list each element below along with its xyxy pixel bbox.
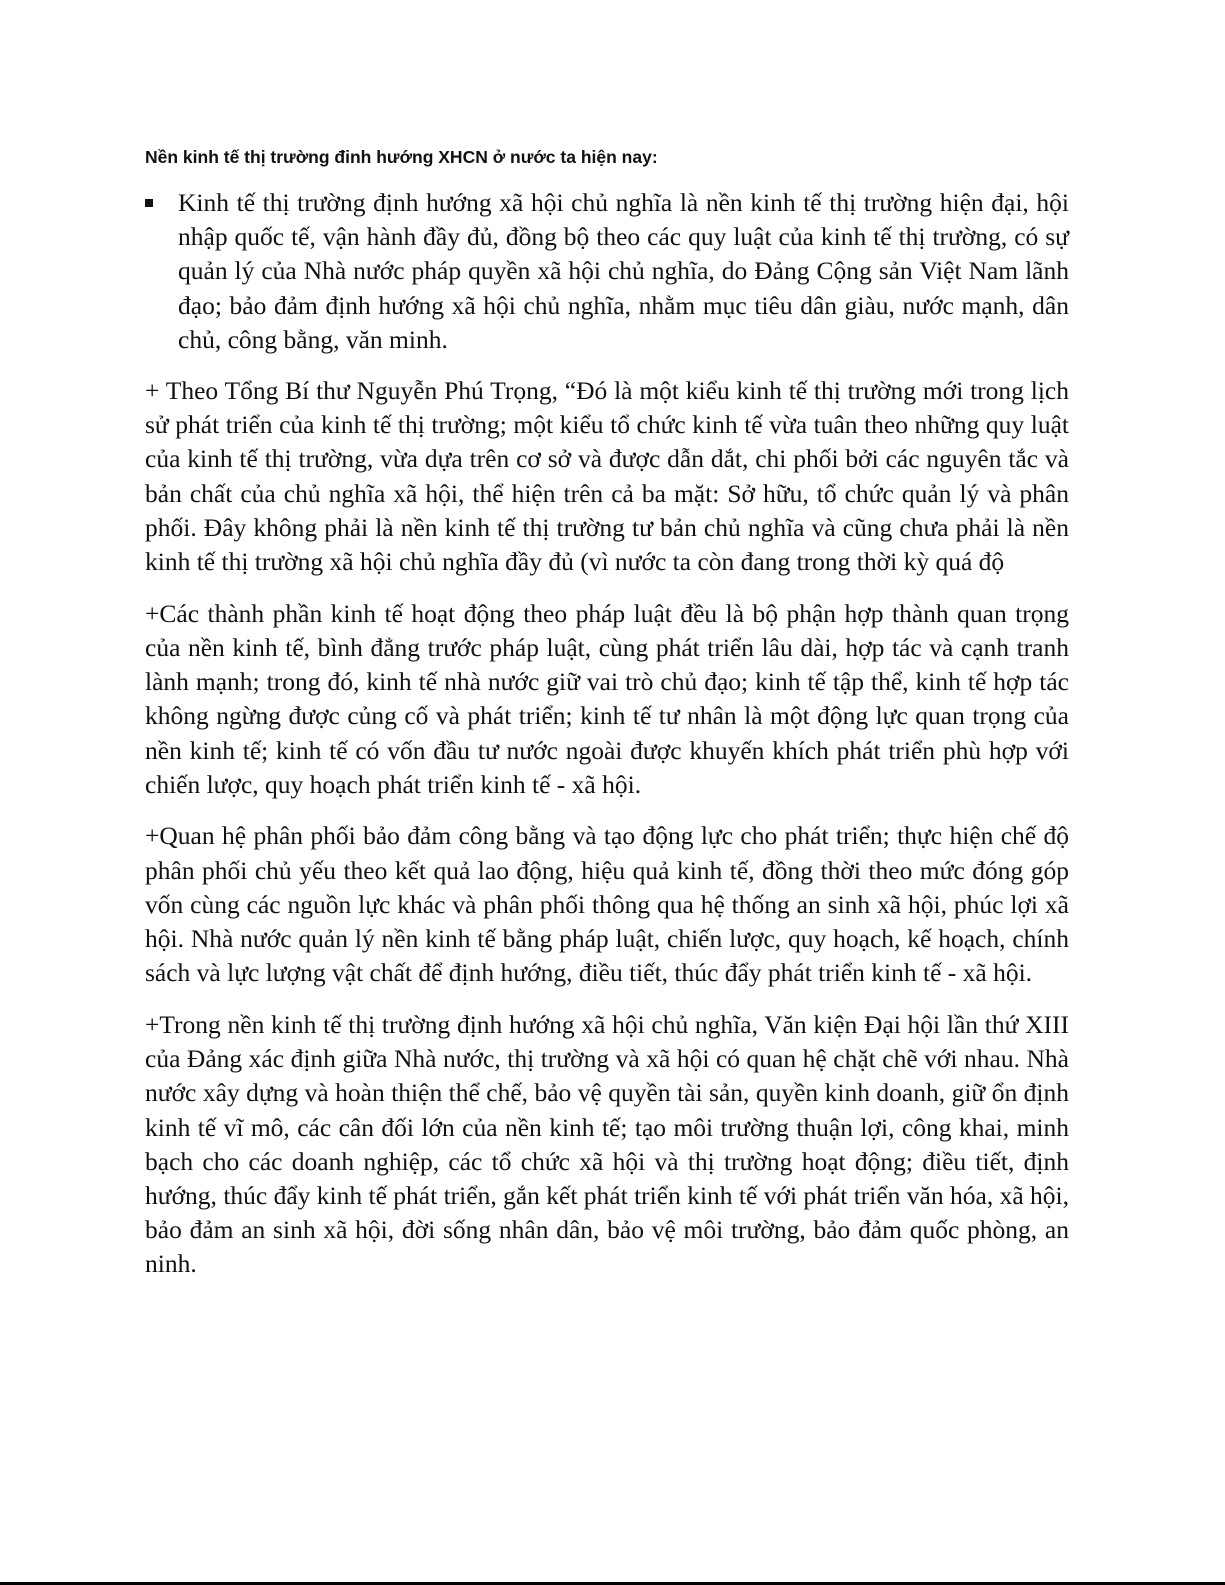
paragraph-state-market-society: +Trong nền kinh tế thị trường định hướng xã hội chủ nghĩa, Văn kiện Đại hội lần thứ XIII của Đảng xác định giữa Nhà nước, thị trường và xã hội có quan hệ chặt chẽ với nhau. Nhà nước xây dựng và hoàn thiện thể chế, bảo vệ quyền tài sản, quyền kinh doanh, giữ ổn định kinh tế vĩ mô, các cân đối lớn của nền kinh tế; tạo môi trường thuận lợi, công khai, minh bạch cho các doanh nghiệp, các tổ chức xã hội và thị trường hoạt động; điều tiết, định hướng, thúc đẩy kinh tế phát triển, gắn kết phát triển kinh tế với phát triển văn hóa, xã hội, bảo đảm an sinh xã hội, đời sống nhân dân, bảo vệ môi trường, bảo đảm quốc phòng, an ninh. [145, 1009, 1069, 1279]
bullet-list-item [145, 186, 1069, 357]
section-heading: Nền kinh tế thị trường đinh hướng XHCN ở nước ta hiện nay: [145, 147, 658, 167]
document-body [145, 144, 1069, 1299]
bullet-item-text: Kinh tế thị trường định hướng xã hội chủ nghĩa là nền kinh tế thị trường hiện đại, hội nhập quốc tế, vận hành đầy đủ, đồng bộ theo các quy luật của kinh tế thị trường, có sự quản lý của Nhà nước pháp quyền xã hội chủ nghĩa, do Đảng Cộng sản Việt Nam lãnh đạo; bảo đảm định hướng xã hội chủ nghĩa, nhằm mục tiêu dân giàu, nước mạnh, dân chủ, công bằng, văn minh. [178, 188, 1069, 354]
paragraph-economic-sectors: +Các thành phần kinh tế hoạt động theo pháp luật đều là bộ phận hợp thành quan trọng của nền kinh tế, bình đẳng trước pháp luật, cùng phát triển lâu dài, hợp tác và cạnh tranh lành mạnh; trong đó, kinh tế nhà nước giữ vai trò chủ đạo; kinh tế tập thể, kinh tế hợp tác không ngừng được củng cố và phát triển; kinh tế tư nhân là một động lực quan trọng của nền kinh tế; kinh tế có vốn đầu tư nước ngoài được khuyến khích phát triển phù hợp với chiến lược, quy hoạch phát triển kinh tế - xã hội. [145, 598, 1069, 799]
paragraph-quote-trong: + Theo Tổng Bí thư Nguyễn Phú Trọng, “Đó là một kiểu kinh tế thị trường mới trong lịch sử phát triển của kinh tế thị trường; một kiểu tổ chức kinh tế vừa tuân theo những quy luật của kinh tế thị trường, vừa dựa trên cơ sở và được dẫn dắt, chi phối bởi các nguyên tắc và bản chất của chủ nghĩa xã hội, thể hiện trên cả ba mặt: Sở hữu, tổ chức quản lý và phân phối. Đây không phải là nền kinh tế thị trường tư bản chủ nghĩa và cũng chưa phải là nền kinh tế thị trường xã hội chủ nghĩa đầy đủ (vì nước ta còn đang trong thời kỳ quá độ [145, 376, 1069, 577]
square-bullet-icon [145, 199, 153, 207]
paragraph-distribution: +Quan hệ phân phối bảo đảm công bằng và tạo động lực cho phát triển; thực hiện chế độ phân phối chủ yếu theo kết quả lao động, hiệu quả kinh tế, đồng thời theo mức đóng góp vốn cùng các nguồn lực khác và phân phối thông qua hệ thống an sinh xã hội, phúc lợi xã hội. Nhà nước quản lý nền kinh tế bằng pháp luật, chiến lược, quy hoạch, kế hoạch, chính sách và lực lượng vật chất để định hướng, điều tiết, thúc đẩy phát triển kinh tế - xã hội. [145, 821, 1069, 988]
